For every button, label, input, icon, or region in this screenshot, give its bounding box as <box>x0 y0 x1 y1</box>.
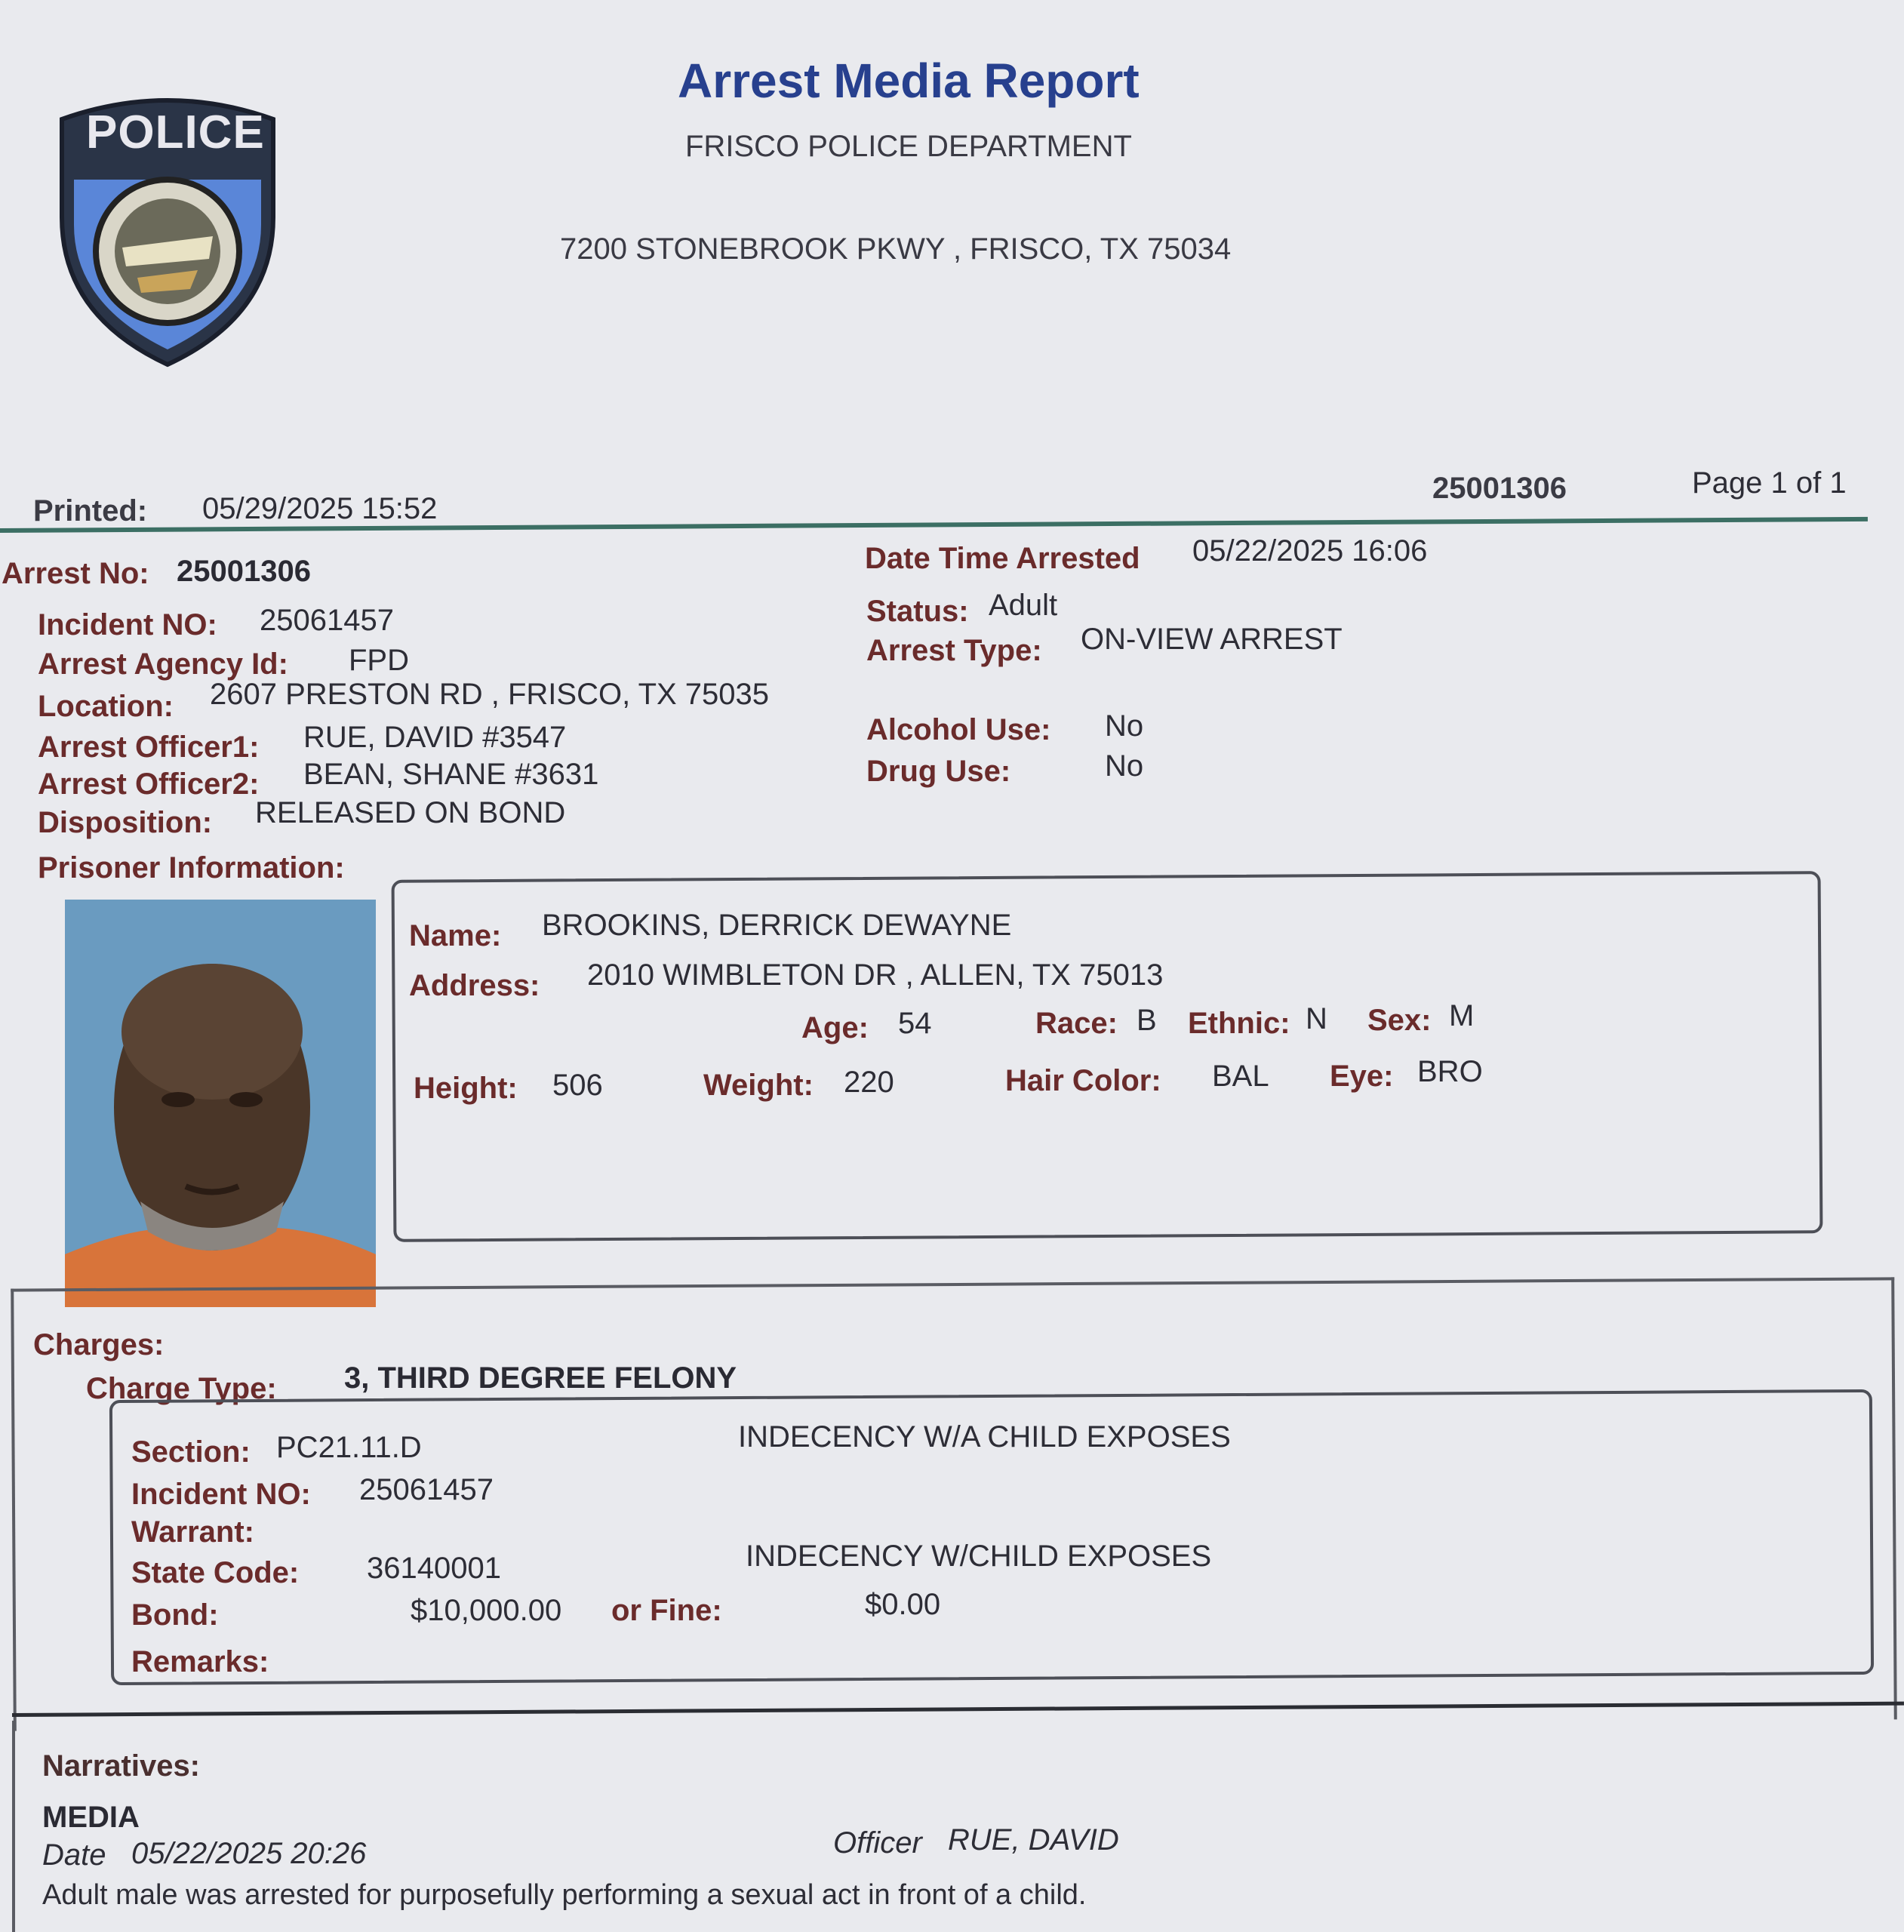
eye-label: Eye: <box>1330 1060 1394 1093</box>
status-value: Adult <box>989 589 1058 622</box>
officer1-value: RUE, DAVID #3547 <box>303 721 567 754</box>
weight-label: Weight: <box>703 1069 814 1102</box>
report-title: Arrest Media Report <box>678 54 1140 108</box>
charge-type-label: Charge Type: <box>86 1372 277 1405</box>
sex-label: Sex: <box>1367 1004 1432 1037</box>
disposition-label: Disposition: <box>38 806 213 839</box>
disposition-value: RELEASED ON BOND <box>255 796 566 829</box>
fine-label: or Fine: <box>611 1594 722 1627</box>
state-code-value: 36140001 <box>367 1552 501 1585</box>
charge-incident-value: 25061457 <box>359 1473 494 1506</box>
narrative-officer-label: Officer <box>833 1826 922 1860</box>
charge-incident-label: Incident NO: <box>131 1478 311 1511</box>
arrest-type-label: Arrest Type: <box>866 634 1042 667</box>
arrest-no-label: Arrest No: <box>2 557 149 590</box>
fine-value: $0.00 <box>865 1588 941 1621</box>
state-code-description: INDECENCY W/CHILD EXPOSES <box>746 1540 1212 1573</box>
name-value: BROOKINS, DERRICK DEWAYNE <box>542 909 1012 942</box>
narrative-date-label: Date <box>42 1838 106 1872</box>
drug-value: No <box>1105 749 1144 783</box>
remarks-label: Remarks: <box>131 1645 269 1678</box>
datetime-value: 05/22/2025 16:06 <box>1192 534 1428 568</box>
badge-text: POLICE <box>86 106 265 158</box>
bond-value: $10,000.00 <box>411 1594 562 1627</box>
narrative-date-value: 05/22/2025 20:26 <box>131 1837 367 1870</box>
agency-value: FPD <box>349 644 409 677</box>
incident-label: Incident NO: <box>38 608 217 641</box>
location-value: 2607 PRESTON RD , FRISCO, TX 75035 <box>210 678 770 711</box>
race-value: B <box>1137 1004 1157 1037</box>
narrative-officer-value: RUE, DAVID <box>948 1823 1119 1857</box>
narratives-label: Narratives: <box>42 1749 201 1783</box>
charge-type-value: 3, THIRD DEGREE FELONY <box>344 1361 737 1395</box>
address-label: Address: <box>409 969 540 1002</box>
prisoner-info-label: Prisoner Information: <box>38 851 345 884</box>
police-badge-logo <box>47 89 288 368</box>
weight-value: 220 <box>844 1066 894 1099</box>
ethnic-value: N <box>1306 1002 1327 1035</box>
narrative-text: Adult male was arrested for purposefully performing a sexual act in front of a child. <box>42 1879 1087 1911</box>
name-label: Name: <box>409 919 502 952</box>
charges-label: Charges: <box>33 1328 165 1361</box>
height-label: Height: <box>414 1072 518 1105</box>
printed-label: Printed: <box>33 494 148 528</box>
officer2-value: BEAN, SHANE #3631 <box>303 758 599 791</box>
narratives-left-border <box>12 1721 15 1932</box>
arrest-type-value: ON-VIEW ARREST <box>1081 623 1343 656</box>
page-indicator: Page 1 of 1 <box>1692 466 1847 500</box>
height-value: 506 <box>552 1069 603 1102</box>
eye-value: BRO <box>1417 1055 1483 1088</box>
section-label: Section: <box>131 1435 251 1469</box>
datetime-label: Date Time Arrested <box>865 542 1140 575</box>
printed-value: 05/29/2025 15:52 <box>202 492 438 525</box>
race-label: Race: <box>1035 1007 1118 1040</box>
address-value: 2010 WIMBLETON DR , ALLEN, TX 75013 <box>587 958 1164 992</box>
alcohol-label: Alcohol Use: <box>866 713 1051 746</box>
arrest-no-value: 25001306 <box>177 555 311 588</box>
officer2-label: Arrest Officer2: <box>38 768 260 801</box>
age-label: Age: <box>801 1011 869 1044</box>
status-label: Status: <box>866 595 969 628</box>
department-name: FRISCO POLICE DEPARTMENT <box>685 130 1132 163</box>
state-code-label: State Code: <box>131 1556 300 1589</box>
mugshot-photo <box>65 900 376 1307</box>
report-number: 25001306 <box>1432 472 1567 505</box>
alcohol-value: No <box>1105 709 1144 743</box>
drug-label: Drug Use: <box>866 755 1011 788</box>
sex-value: M <box>1449 999 1475 1032</box>
officer1-label: Arrest Officer1: <box>38 731 260 764</box>
hair-color-label: Hair Color: <box>1005 1064 1161 1097</box>
age-value: 54 <box>898 1007 932 1040</box>
section-description: INDECENCY W/A CHILD EXPOSES <box>738 1420 1231 1454</box>
ethnic-label: Ethnic: <box>1188 1007 1290 1040</box>
section-value: PC21.11.D <box>276 1431 422 1464</box>
incident-value: 25061457 <box>260 604 394 637</box>
bond-label: Bond: <box>131 1598 219 1632</box>
hair-color-value: BAL <box>1212 1060 1269 1093</box>
agency-label: Arrest Agency Id: <box>38 648 288 681</box>
warrant-label: Warrant: <box>131 1515 254 1549</box>
narrative-type: MEDIA <box>42 1801 140 1834</box>
location-label: Location: <box>38 690 174 723</box>
department-address: 7200 STONEBROOK PKWY , FRISCO, TX 75034 <box>560 232 1232 266</box>
